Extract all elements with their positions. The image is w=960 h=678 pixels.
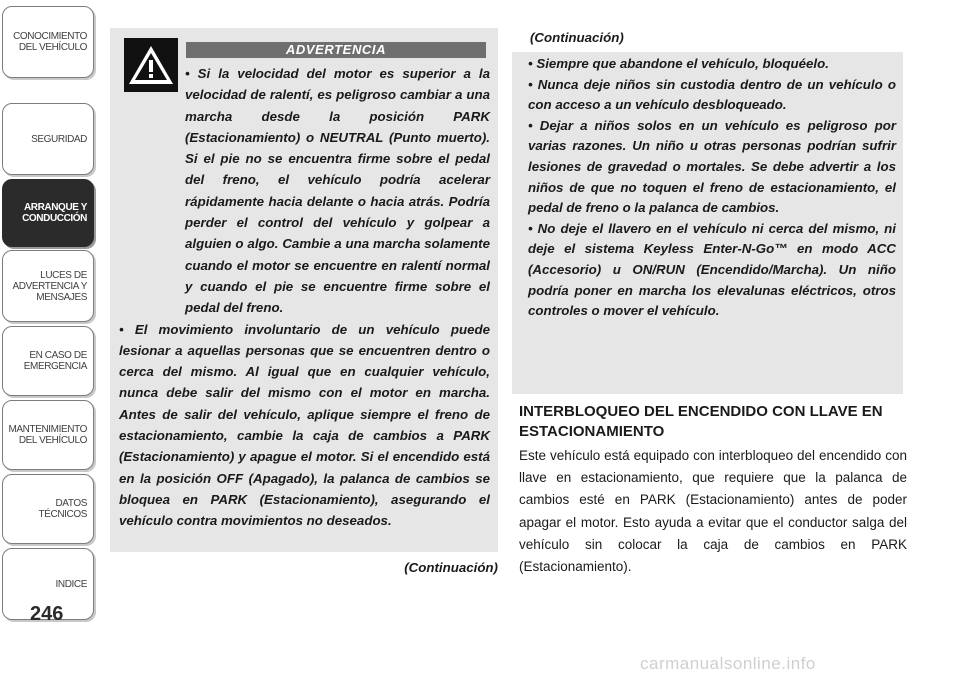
sidebar-tab-label: CONOCIMIENTO xyxy=(13,31,87,42)
page-number: 246 xyxy=(30,603,64,625)
sidebar-tab-label: DEL VEHÍCULO xyxy=(18,435,87,446)
sidebar-tab-label: CONDUCCIÓN xyxy=(22,213,87,224)
section-title: INTERBLOQUEO DEL ENCENDIDO CON LLAVE EN ESTACIONAMIENTO xyxy=(519,403,883,440)
warning-item: • No deje el llavero en el vehículo ni cerca del mismo, ni deje el sistema Keyless Enter-N-Go™ en modo ACC (Accesorio) u ON/RUN (Encendido/Marcha). Un niño podría poner en marcha los elevalunas eléctricos, otros controles o mover el vehículo. xyxy=(528,220,896,319)
sidebar-tab-label: DATOS xyxy=(55,498,87,509)
sidebar-tab-label: DEL VEHÍCULO xyxy=(18,42,87,53)
warning-text xyxy=(119,63,490,532)
sidebar-tab[interactable] xyxy=(2,400,94,470)
warning-paragraph: • Si la velocidad del motor es superior a la velocidad de ralentí, es peligroso cambiar a una marcha desde la posición PARK (Estacionamiento) o NEUTRAL (Punto muerto). Si el pie no se encuentra firme sobre el pedal del freno, el vehículo podría acelerar rápidamente hacia delante o hacia atrás. Podría perder el control del vehículo y golpear a alguien o algo. Cambie a una marcha solamente cuando el motor se encuentre en ralentí normal y cuando el pie se encuentre firme sobre el pedal del freno. xyxy=(185,66,490,316)
sidebar-tab[interactable] xyxy=(2,179,94,247)
watermark: carmanualsonline.info xyxy=(640,654,816,673)
sidebar-tab-label: LUCES DE xyxy=(40,269,87,281)
sidebar-tab[interactable] xyxy=(2,250,94,322)
sidebar-tab-label: SEGURIDAD xyxy=(31,133,87,145)
warning-item: • Nunca deje niños sin custodia dentro de un vehículo o con acceso a un vehículo desbloqueado. xyxy=(528,76,896,113)
warning-header: ADVERTENCIA xyxy=(186,42,486,58)
sidebar-tab-label: ADVERTENCIA Y xyxy=(12,280,87,292)
sidebar-tab-label: MENSAJES xyxy=(36,291,87,303)
sidebar-tab-label: INDICE xyxy=(55,578,87,590)
sidebar-tab[interactable] xyxy=(2,103,94,175)
warning-item: • Dejar a niños solos en un vehículo es peligroso por varias razones. Un niño u otras personas podrían sufrir lesiones de gravedad o mortales. Se debe advertir a los niños de que no toquen el freno de estacionamiento, el pedal de freno o la palanca de cambios. xyxy=(528,117,896,216)
sidebar-tab[interactable] xyxy=(2,326,94,396)
warning-text-continued xyxy=(516,54,896,322)
continued-label: (Continuación) xyxy=(404,560,498,575)
sidebar-tab-label: MANTENIMIENTO xyxy=(8,424,87,435)
section-body: Este vehículo está equipado con interbloqueo del encendido con llave en estacionamiento, que requiere que la palanca de cambios esté en PARK (Estacionamiento) antes de poder apagar el motor. Esto ayuda a evitar que el conductor salga del vehículo sin colocar la caja de cambios en PARK (Estacionamiento). xyxy=(519,448,907,575)
continued-label: (Continuación) xyxy=(530,30,624,45)
sidebar-tab-label: EMERGENCIA xyxy=(23,361,87,372)
sidebar-tab-label: TÉCNICOS xyxy=(38,509,87,520)
sidebar-tab-label: ARRANQUE Y xyxy=(23,202,87,213)
warning-item: • Siempre que abandone el vehículo, bloquéelo. xyxy=(528,56,829,71)
sidebar-tab-label: EN CASO DE xyxy=(29,350,87,361)
warning-paragraph: • El movimiento involuntario de un vehículo puede lesionar a aquellas personas que se encuentren dentro o cerca del mismo. Al igual que en cualquier vehículo, nunca debe salir del mismo con el motor en marcha. Antes de salir del vehículo, aplique siempre el freno de estacionamiento, cambie la caja de cambios a PARK (Estacionamiento) y apague el motor. Si el encendido está en la posición OFF (Apagado), la palanca de cambios se bloquea en PARK (Estacionamiento), asegurando el vehículo contra movimientos no deseados. xyxy=(119,321,490,529)
sidebar-tab[interactable] xyxy=(2,6,94,78)
sidebar-tab[interactable] xyxy=(2,474,94,544)
